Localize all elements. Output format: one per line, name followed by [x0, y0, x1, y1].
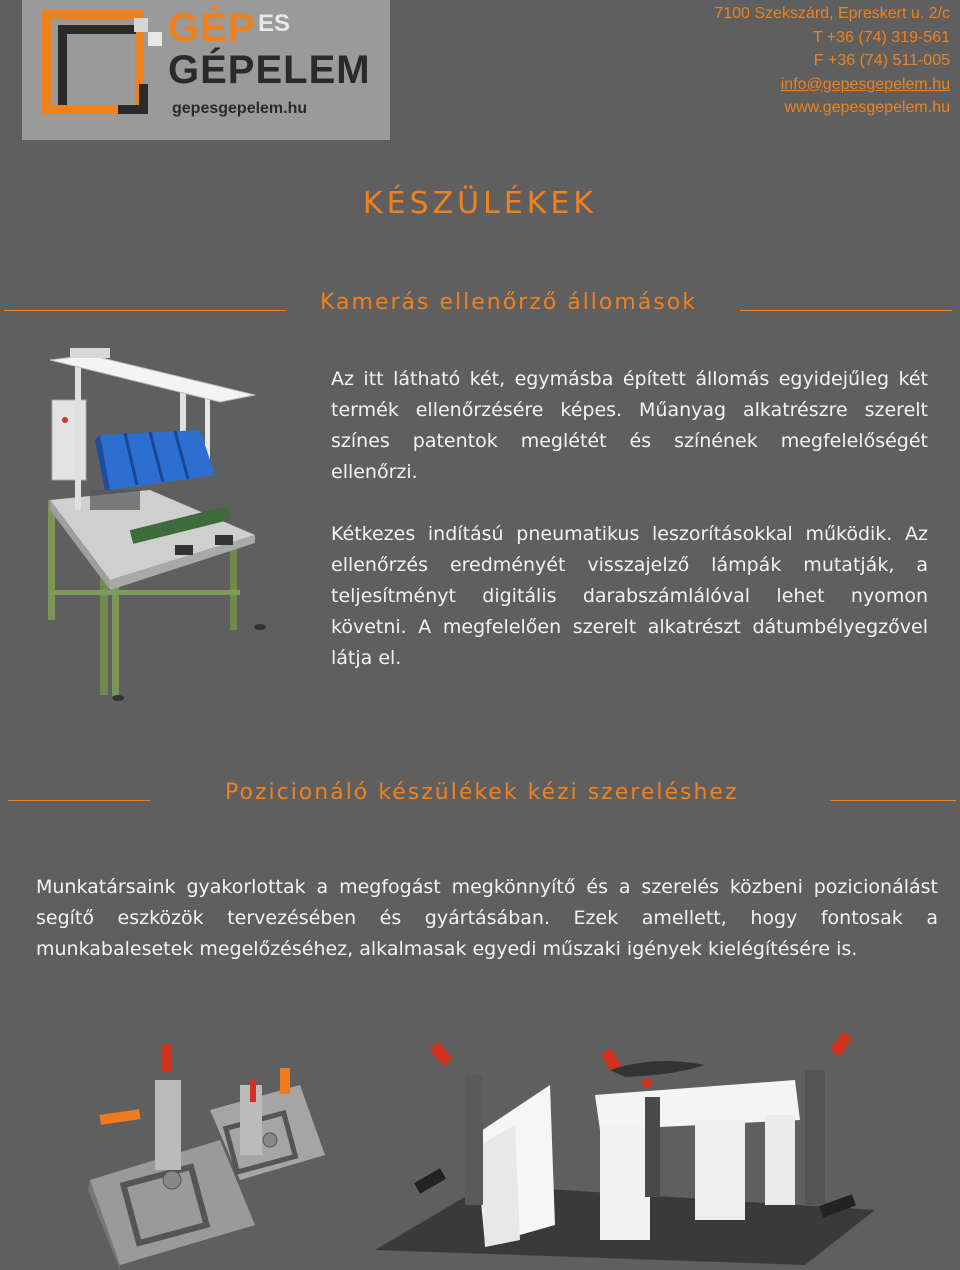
section-divider-left: [8, 800, 150, 801]
large-positioning-fixture-photo: [375, 1025, 880, 1270]
contact-fax: F +36 (74) 511-005: [813, 52, 950, 69]
logo-word-gepelem: GÉPELEM: [168, 48, 371, 92]
section1-paragraph-1: Az itt látható két, egymásba épített állomás egyidejűleg két termék ellenőrzésére képes. Műanyag alkatrészre szerelt színes patentok meglétét és színének megfelelőségét ellenőrzi.: [331, 368, 928, 483]
contact-phone: T +36 (74) 319-561: [812, 28, 950, 46]
section-divider-right: [740, 310, 952, 311]
company-logo: [22, 0, 390, 140]
section-title-positioning-fixtures: Pozicionáló készülékek kézi szereléshez: [225, 780, 739, 805]
section-divider-left: [4, 310, 286, 311]
contact-web-link[interactable]: www.gepesgepelem.hu: [784, 99, 950, 116]
contact-block: [714, 2, 950, 120]
positioning-fixtures-photo: [80, 1040, 330, 1270]
section-divider-right: [830, 800, 956, 801]
logo-word-gep: GÉP: [168, 6, 256, 50]
inspection-station-photo: [30, 340, 270, 710]
section-title-camera-stations: Kamerás ellenőrző állomások: [320, 290, 697, 315]
section2-paragraph-1: Munkatársaink gyakorlottak a megfogást megkönnyítő és a szerelés közbeni pozicionálást segítő eszközök tervezésében és gyártásában. Ezek amellett, hogy fontosak a munkabalesetek megelőzéséhez, alkalmasak egyedi műszaki igények kielégítésére is.: [36, 876, 938, 960]
logo-word-es: ES: [258, 10, 291, 37]
logo-url: gepesgepelem.hu: [172, 100, 308, 117]
contact-address: 7100 Szekszárd, Epreskert u. 2/c: [714, 5, 950, 22]
section1-paragraph-2: Kétkezes indítású pneumatikus leszorításokkal működik. Az ellenőrzés eredményét visszajelző lámpák mutatják, a teljesítményt digitális darabszámlálóval lehet nyomon követni. A megfelelően szerelt alkatrészt dátumbélyegzővel látja el.: [331, 523, 928, 669]
page-title: KÉSZÜLÉKEK: [362, 186, 598, 221]
contact-email-link[interactable]: info@gepesgepelem.hu: [780, 75, 950, 93]
